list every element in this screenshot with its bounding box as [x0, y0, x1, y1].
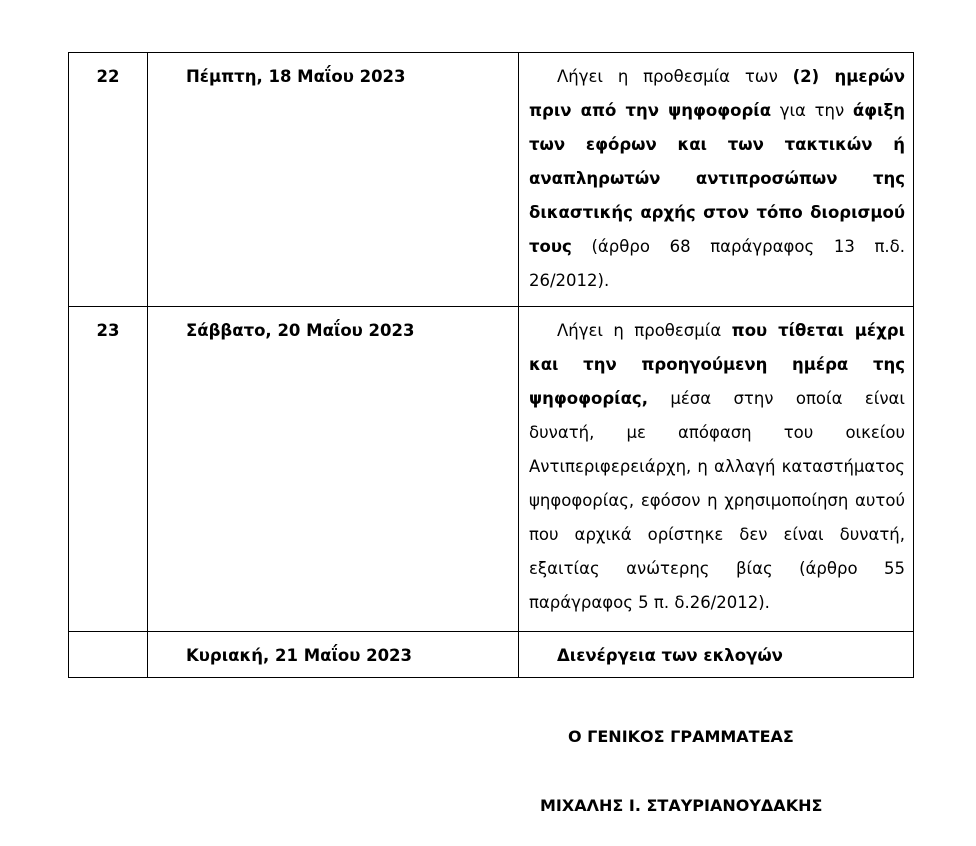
desc-segment-bold: (2) ημερών πριν από την ψηφοφορία: [529, 67, 905, 120]
signature-name: ΜΙΧΑΛΗΣ Ι. ΣΤΑΥΡΙΑΝΟΥΔΑΚΗΣ: [540, 796, 823, 815]
desc-segment: για την: [771, 101, 853, 120]
desc-segment: μέσα στην οποία είναι δυνατή, με απόφαση του οικείου Αντιπεριφερειάρχη, η αλλαγή καταστήματος ψηφοφορίας, εφόσον η χρησιμοποίηση αυτού που αρχικά ορίστηκε δεν είναι δυνατή, εξαιτίας ανώτερης βίας (άρθρο 55 παράγραφος 5 π. δ.26/2012).: [529, 389, 905, 612]
row-number: 22: [69, 53, 148, 307]
signature-title: Ο ΓΕΝΙΚΟΣ ΓΡΑΜΜΑΤΕΑΣ: [568, 727, 794, 746]
row-description: [519, 307, 914, 632]
table-row: [69, 53, 914, 307]
desc-segment-bold: Διενέργεια των εκλογών: [557, 646, 783, 665]
description-text: [529, 639, 905, 673]
row-description: [519, 632, 914, 678]
row-date: Κυριακή, 21 Μαΐου 2023: [148, 632, 519, 678]
desc-segment: Λήγει η προθεσμία των: [557, 67, 793, 86]
desc-segment: Λήγει η προθεσμία: [557, 321, 732, 340]
row-number: [69, 632, 148, 678]
row-date: Σάββατο, 20 Μαΐου 2023: [148, 307, 519, 632]
row-date: Πέμπτη, 18 Μαΐου 2023: [148, 53, 519, 307]
row-description: [519, 53, 914, 307]
description-text: [529, 314, 905, 620]
schedule-table: [68, 52, 914, 678]
description-text: [529, 60, 905, 298]
table-row: [69, 632, 914, 678]
desc-segment-bold: άφιξη των εφόρων και των τακτικών ή αναπληρωτών αντιπροσώπων της δικαστικής αρχής στον τόπο διορισμού τους: [529, 101, 905, 256]
row-number: 23: [69, 307, 148, 632]
table-row: [69, 307, 914, 632]
desc-segment-bold: που τίθεται μέχρι και την προηγούμενη ημέρα της ψηφοφορίας,: [529, 321, 905, 408]
desc-segment: (άρθρο 68 παράγραφος 13 π.δ. 26/2012).: [529, 237, 905, 290]
